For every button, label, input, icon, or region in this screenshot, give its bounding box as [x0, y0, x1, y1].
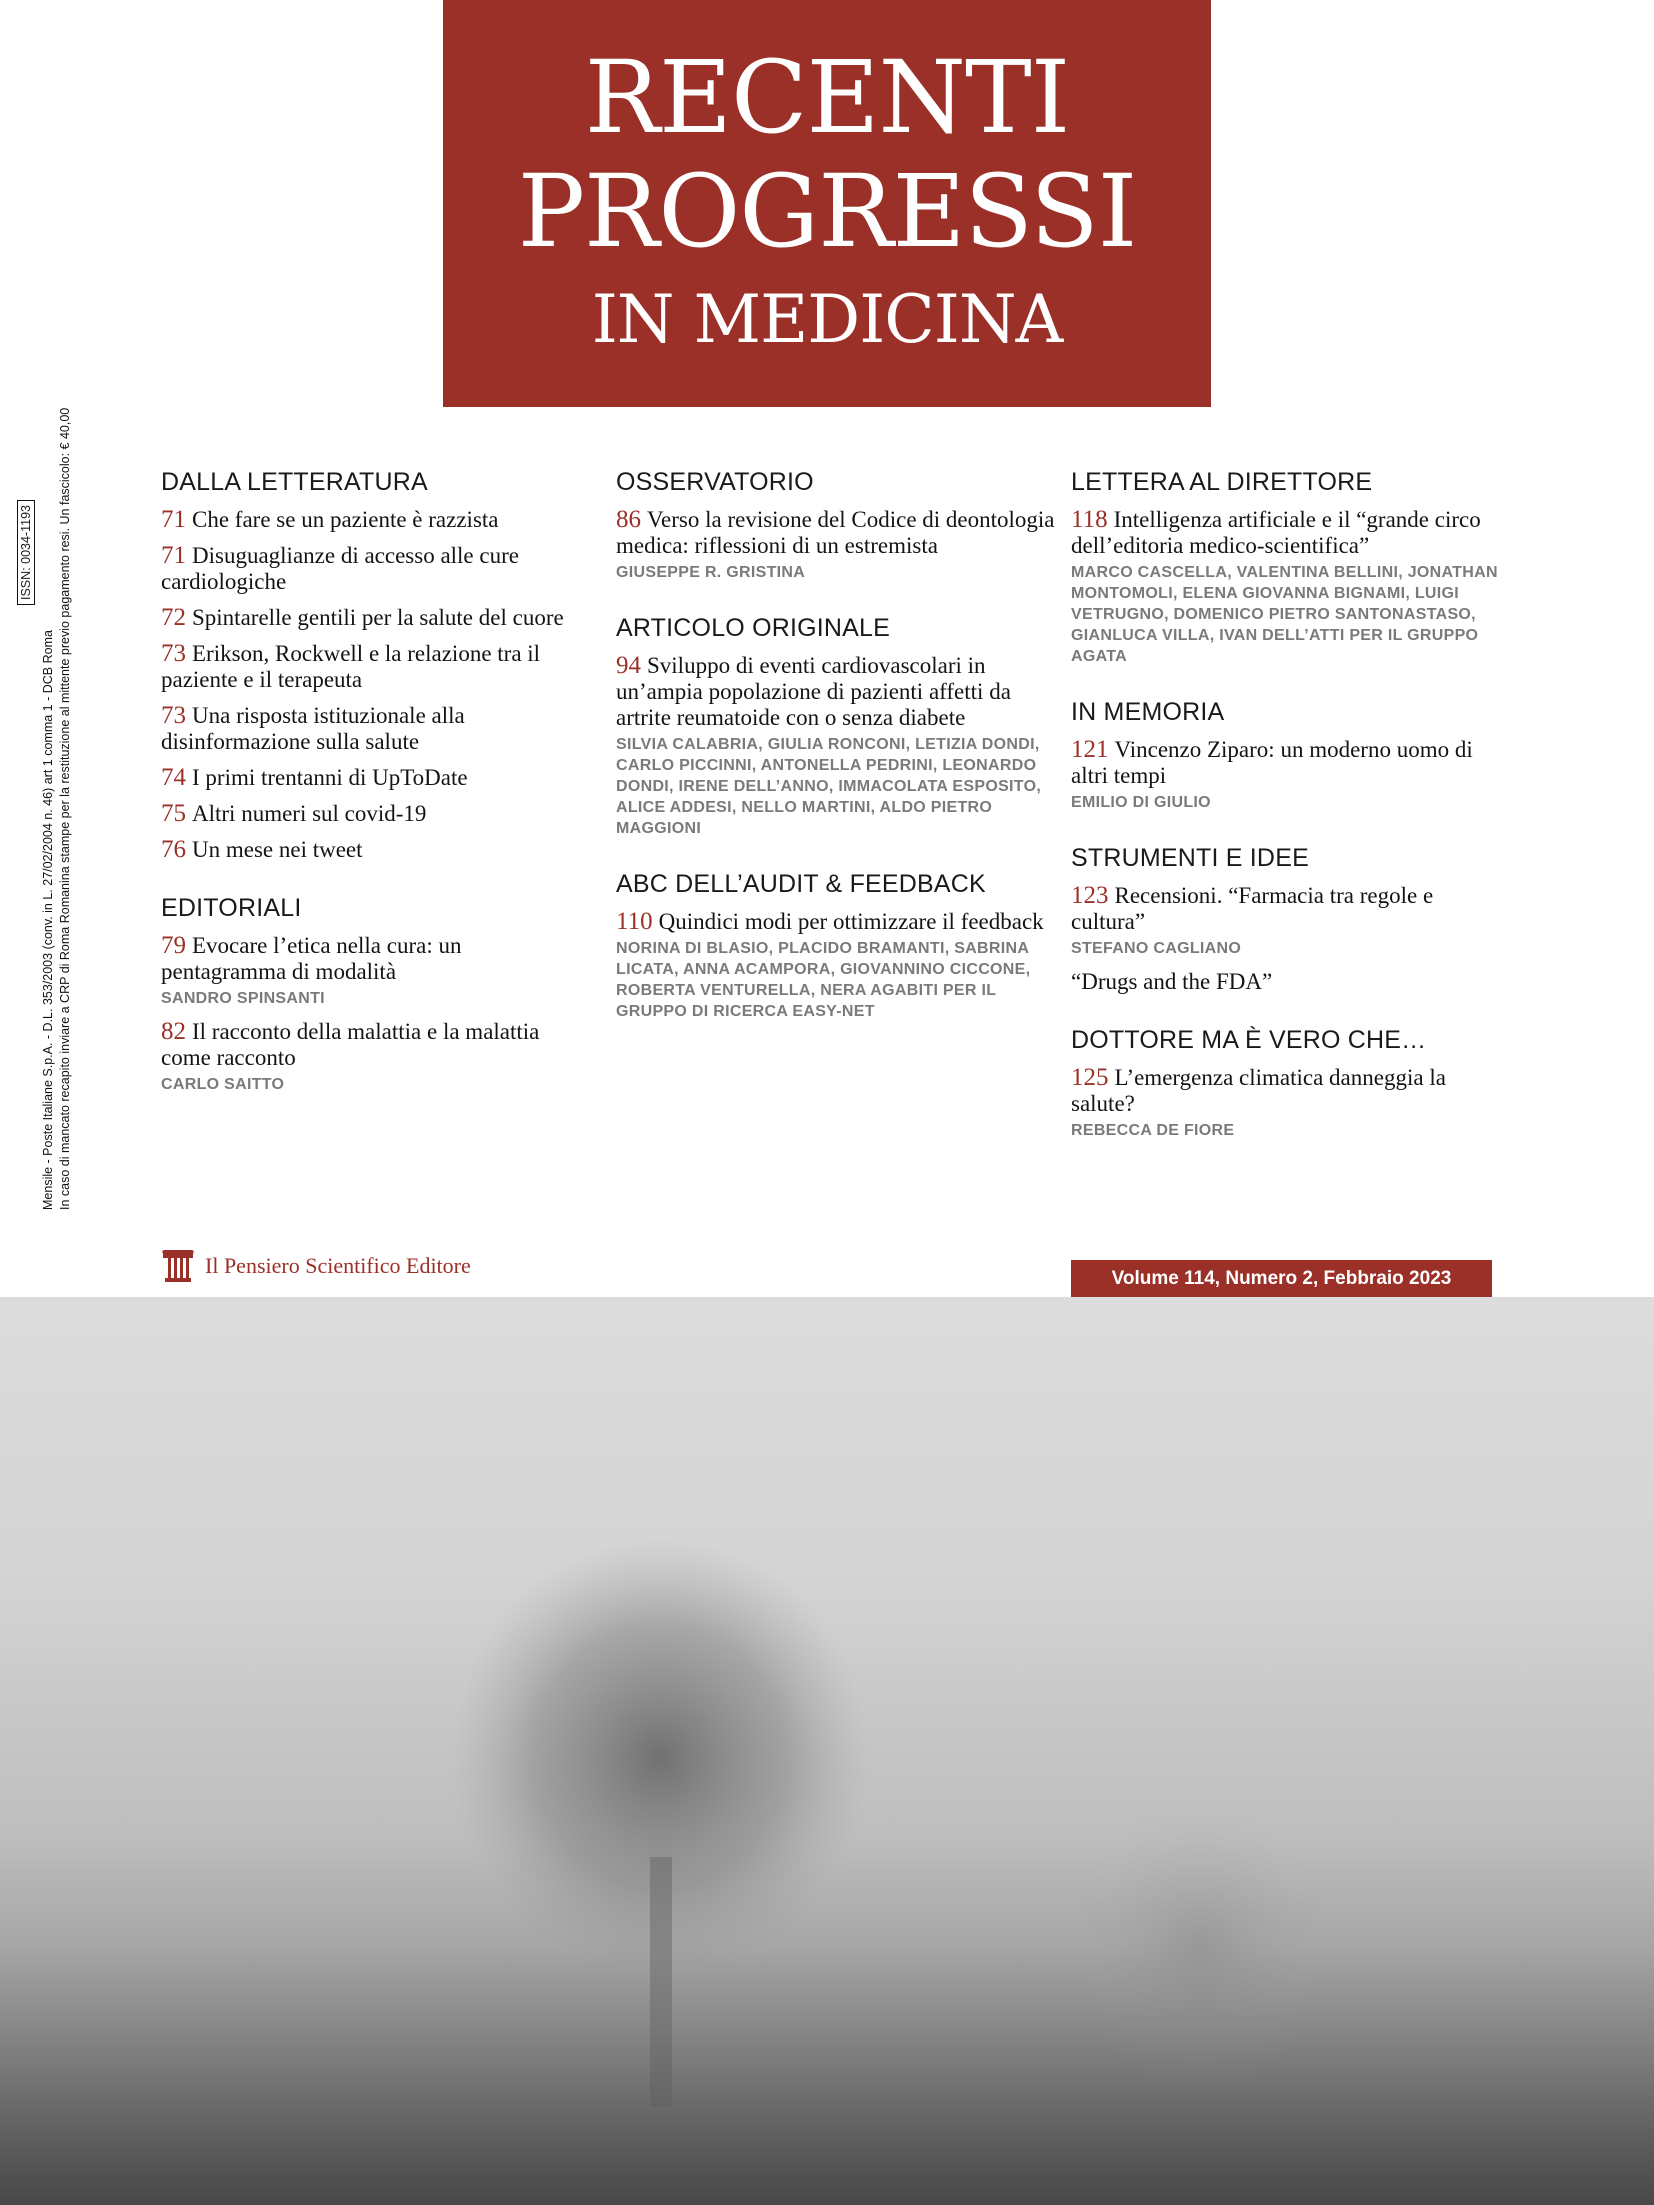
- page-number: 82: [161, 1018, 186, 1045]
- toc-item[interactable]: [161, 765, 581, 791]
- article-authors: REBECCA DE FIORE: [1071, 1122, 1235, 1139]
- page-number: 121: [1071, 736, 1109, 763]
- page-number: 73: [161, 702, 186, 729]
- section-heading: LETTERA AL DIRETTORE: [1071, 468, 1373, 496]
- page-number: 118: [1071, 506, 1108, 533]
- article-title: Recensioni. “Farmacia tra regole e cultura”: [1071, 883, 1434, 934]
- article-title: Altri numeri sul covid-19: [192, 801, 427, 826]
- column-logo-icon: [161, 1248, 197, 1284]
- toc-item[interactable]: [161, 507, 581, 533]
- article-authors: SILVIA CALABRIA, GIULIA RONCONI, LETIZIA DONDI, CARLO PICCINNI, ANTONELLA PEDRINI, LEONARDO DONDI, IRENE DELL’ANNO, IMMACOLATA ESPOSITO, ALICE ADDESI, NELLO MARTINI, ALDO PIETRO MAGGIONI: [616, 736, 1042, 837]
- issn-box: ISSN: 0034-1193: [17, 500, 35, 605]
- masthead-line-3: IN MEDICINA: [591, 281, 1063, 358]
- page-number: 74: [161, 764, 186, 791]
- toc-item[interactable]: [1071, 969, 1511, 995]
- article-title: Una risposta istituzionale alla disinformazione sulla salute: [161, 703, 465, 754]
- page-number: 73: [161, 640, 186, 667]
- article-authors: GIUSEPPE R. GRISTINA: [616, 564, 806, 581]
- section-heading: DOTTORE MA È VERO CHE…: [1071, 1026, 1427, 1054]
- publisher-name: Il Pensiero Scientifico Editore: [205, 1253, 471, 1278]
- article-authors: MARCO CASCELLA, VALENTINA BELLINI, JONATHAN MONTOMOLI, ELENA GIOVANNA BIGNAMI, LUIGI VETRUGNO, DOMENICO PIETRO SANTONASTASO, GIANLUCA VILLA, IVAN DELL’ATTI PER IL GRUPPO AGATA: [1071, 564, 1498, 665]
- article-title: Un mese nei tweet: [192, 837, 363, 862]
- toc-item[interactable]: [616, 507, 1056, 583]
- page-number: 110: [616, 908, 653, 935]
- article-authors: NORINA DI BLASIO, PLACIDO BRAMANTI, SABRINA LICATA, ANNA ACAMPORA, GIOVANNINO CICCONE, ROBERTA VENTURELLA, NERA AGABITI PER IL GRUPPO DI RICERCA EASY-NET: [616, 940, 1031, 1020]
- page-number: 76: [161, 836, 186, 863]
- publisher-logo: [161, 1248, 471, 1284]
- postal-info-line-2: In caso di mancato recapito inviare a CRP di Roma Romanina stampe per la restituzione al mittente previo pagamento resi. Un fascicolo: € 40,00: [58, 407, 72, 1210]
- toc-item[interactable]: [1071, 737, 1511, 813]
- article-title: Il racconto della malattia e la malattia come racconto: [161, 1019, 540, 1070]
- article-title: L’emergenza climatica danneggia la salute?: [1071, 1065, 1446, 1116]
- article-authors: CARLO SAITTO: [161, 1076, 285, 1093]
- toc-item[interactable]: [161, 641, 581, 693]
- toc-item[interactable]: [616, 909, 1056, 1022]
- journal-masthead: [443, 0, 1211, 407]
- article-authors: EMILIO DI GIULIO: [1071, 794, 1211, 811]
- article-title: Vincenzo Ziparo: un moderno uomo di altri tempi: [1071, 737, 1473, 788]
- article-title: Evocare l’etica nella cura: un pentagramma di modalità: [161, 933, 462, 984]
- article-authors: SANDRO SPINSANTI: [161, 990, 325, 1007]
- masthead-line-1: RECENTI: [584, 39, 1070, 156]
- section-heading: ARTICOLO ORIGINALE: [616, 614, 891, 642]
- postal-info: [40, 408, 74, 1210]
- page-number: 72: [161, 604, 186, 631]
- article-title: Quindici modi per ottimizzare il feedback: [658, 909, 1044, 934]
- article-title: Verso la revisione del Codice di deontologia medica: riflessioni di un estremista: [616, 507, 1055, 558]
- toc-item[interactable]: [161, 1019, 581, 1095]
- toc-item[interactable]: [1071, 1065, 1511, 1141]
- toc-item[interactable]: [1071, 883, 1511, 959]
- toc-column-2: [616, 467, 1056, 1032]
- toc-item[interactable]: [161, 837, 581, 863]
- article-title: “Drugs and the FDA”: [1071, 969, 1273, 994]
- section-heading: ABC DELL’AUDIT & FEEDBACK: [616, 870, 986, 898]
- article-title: I primi trentanni di UpToDate: [192, 765, 468, 790]
- toc-item[interactable]: [616, 653, 1056, 839]
- page-number: 125: [1071, 1064, 1109, 1091]
- issue-volume-banner: Volume 114, Numero 2, Febbraio 2023: [1071, 1260, 1492, 1297]
- article-title: Sviluppo di eventi cardiovascolari in un’ampia popolazione di pazienti affetti da artrite reumatoide con o senza diabete: [616, 653, 1011, 730]
- article-title: Che fare se un paziente è razzista: [192, 507, 499, 532]
- toc-item[interactable]: [161, 703, 581, 755]
- toc-item[interactable]: [161, 801, 581, 827]
- article-title: Intelligenza artificiale e il “grande circo dell’editoria medico-scientifica”: [1071, 507, 1481, 558]
- foggy-tree-image: [0, 1297, 1654, 2205]
- article-title: Erikson, Rockwell e la relazione tra il paziente e il terapeuta: [161, 641, 541, 692]
- article-title: Spintarelle gentili per la salute del cuore: [192, 605, 564, 630]
- toc-column-3: [1071, 467, 1511, 1151]
- toc-item[interactable]: [161, 543, 581, 595]
- article-authors: STEFANO CAGLIANO: [1071, 940, 1242, 957]
- toc-item[interactable]: [161, 933, 581, 1009]
- page-number: 94: [616, 652, 641, 679]
- page-number: 86: [616, 506, 641, 533]
- section-heading: DALLA LETTERATURA: [161, 468, 428, 496]
- page-number: 75: [161, 800, 186, 827]
- section-heading: EDITORIALI: [161, 894, 302, 922]
- article-title: Disuguaglianze di accesso alle cure cardiologiche: [161, 543, 519, 594]
- toc-item[interactable]: [161, 605, 581, 631]
- toc-column-1: [161, 467, 581, 1105]
- page-number: 71: [161, 506, 186, 533]
- toc-item[interactable]: [1071, 507, 1511, 667]
- page-number: 123: [1071, 882, 1109, 909]
- masthead-line-2: PROGRESSI: [517, 153, 1137, 270]
- postal-info-line-1: Mensile - Poste Italiane S.p.A. - D.L. 353/2003 (conv. in L. 27/02/2004 n. 46) art 1 comma 1 - DCB Roma: [41, 630, 55, 1210]
- section-heading: IN MEMORIA: [1071, 698, 1225, 726]
- page-number: 79: [161, 932, 186, 959]
- section-heading: STRUMENTI E IDEE: [1071, 844, 1309, 872]
- cover-photo-foggy-tree: [0, 1297, 1654, 2205]
- section-heading: OSSERVATORIO: [616, 468, 814, 496]
- page-number: 71: [161, 542, 186, 569]
